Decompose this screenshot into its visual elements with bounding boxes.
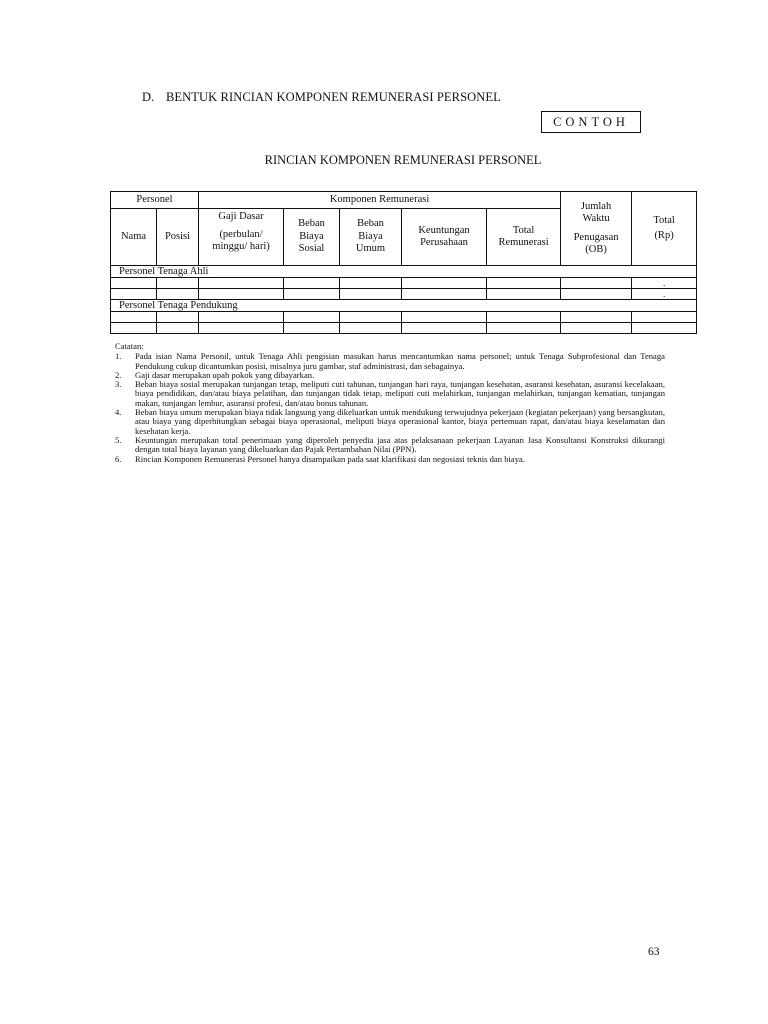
cell <box>199 278 284 289</box>
section-title: BENTUK RINCIAN KOMPONEN REMUNERASI PERSONEL <box>166 90 501 104</box>
header-posisi: Posisi <box>157 209 199 266</box>
contoh-box: CONTOH <box>541 111 641 133</box>
cell <box>487 312 561 323</box>
group-tenaga-pendukung: Personel Tenaga Pendukung <box>111 300 697 312</box>
cell <box>284 289 340 300</box>
table-row <box>111 289 697 300</box>
document-title: RINCIAN KOMPONEN REMUNERASI PERSONEL <box>264 153 542 167</box>
cell <box>340 289 402 300</box>
cell <box>561 278 632 289</box>
cell <box>199 289 284 300</box>
note-number: 6. <box>115 453 122 464</box>
notes-heading: Catatan: <box>115 341 144 351</box>
cell <box>487 323 561 334</box>
remuneration-table <box>110 191 697 334</box>
list-item <box>115 455 665 464</box>
header-jumlah-waktu-line1: Jumlah Waktu <box>580 200 612 224</box>
header-total-line2: (Rp) <box>654 229 674 241</box>
note-number: 2. <box>115 369 122 380</box>
cell <box>402 278 487 289</box>
cell <box>111 278 157 289</box>
cell <box>487 278 561 289</box>
cell <box>632 312 697 323</box>
cell <box>561 323 632 334</box>
header-gaji-dasar-line2: (perbulan/ minggu/ hari) <box>212 228 270 252</box>
header-komponen-remunerasi: Komponen Remunerasi <box>199 192 561 209</box>
table-row <box>111 278 697 289</box>
header-personel: Personel <box>111 192 199 209</box>
cell <box>111 289 157 300</box>
section-letter: D. <box>142 90 155 104</box>
cell <box>157 312 199 323</box>
header-nama: Nama <box>111 209 157 266</box>
table-row <box>111 323 697 334</box>
cell <box>340 312 402 323</box>
note-text: Gaji dasar merupakan upah pokok yang dibayarkan. <box>135 369 315 380</box>
cell <box>402 312 487 323</box>
table-row <box>111 312 697 323</box>
cell <box>340 278 402 289</box>
list-item <box>115 408 665 436</box>
header-total-remunerasi: Total Remunerasi <box>487 209 561 266</box>
cell <box>284 312 340 323</box>
note-text: Pada isian Nama Personil, untuk Tenaga Ahli pengisian masukan harus mencantumkan nama personel; untuk Tenaga Subprofesional dan Tenaga Pendukung cukup dicantumkan posisi, misalnya juru gambar, staf administrasi, dan sebagainya. <box>135 351 665 371</box>
cell <box>487 289 561 300</box>
cell <box>632 323 697 334</box>
header-beban-umum: Beban Biaya Umum <box>340 209 402 266</box>
cell <box>157 289 199 300</box>
list-item <box>115 436 665 455</box>
header-jumlah-waktu <box>561 192 632 266</box>
cell: . <box>632 278 697 289</box>
cell <box>157 323 199 334</box>
note-number: 5. <box>115 434 122 445</box>
header-total <box>632 192 697 266</box>
page-number: 63 <box>648 946 660 958</box>
cell <box>111 312 157 323</box>
header-gaji-dasar <box>199 209 284 266</box>
list-item <box>115 380 665 408</box>
cell <box>157 278 199 289</box>
header-jumlah-waktu-line2: Penugasan (OB) <box>573 231 619 255</box>
header-keuntungan: Keuntungan Perusahaan <box>402 209 487 266</box>
section-heading <box>142 90 501 105</box>
cell <box>284 323 340 334</box>
notes-list <box>115 352 665 464</box>
cell <box>402 289 487 300</box>
cell <box>199 312 284 323</box>
cell: . <box>632 289 697 300</box>
header-gaji-dasar-line1: Gaji Dasar <box>218 211 264 222</box>
note-number: 4. <box>115 407 122 418</box>
note-number: 1. <box>115 351 122 362</box>
list-item <box>115 352 665 371</box>
group-tenaga-ahli: Personel Tenaga Ahli <box>111 266 697 278</box>
cell <box>561 289 632 300</box>
cell <box>561 312 632 323</box>
note-text: Keuntungan merupakan total penerimaan yang diperoleh penyedia jasa atas pelaksanaan pekerjaan Layanan Jasa Konsultansi Konstruksi dikurangi dengan total biaya layanan yang dikeluarkan dan Pajak Pertambahan Nilai (PPN). <box>135 434 665 455</box>
cell <box>111 323 157 334</box>
cell <box>340 323 402 334</box>
cell <box>402 323 487 334</box>
cell <box>199 323 284 334</box>
note-text: Beban biaya umum merupakan biaya tidak langsung yang dikeluarkan untuk mendukung terwujudnya pekerjaan (kegiatan pekerjaan) yang bersangkutan, atau biaya yang diperhitungkan sebagai biaya operasional, meliputi biaya operasional kantor, biaya pertemuan rapat, dan/atau biaya keselamatan dan kesehatan kerja. <box>135 407 665 436</box>
note-text: Rincian Komponen Remunerasi Personel hanya disampaikan pada saat klarifikasi dan negosiasi teknis dan biaya. <box>135 453 525 464</box>
cell <box>284 278 340 289</box>
header-total-line1: Total <box>653 215 675 226</box>
note-text: Beban biaya sosial merupakan tunjangan tetap, meliputi cuti tahunan, tunjangan hari raya, tunjangan kesehatan, asuransi kesehatan, asuransi kecelakaan, biaya pendidikan, dan/atau biaya pelatihan, dan tunjangan tidak tetap, meliputi cuti melahirkan, tunjangan melahirkan, tunjangan kematian, tunjangan makan, tunjangan lembur, asuransi profesi, dan/atau bonus tahunan. <box>135 379 665 408</box>
header-beban-sosial: Beban Biaya Sosial <box>284 209 340 266</box>
notes-section <box>115 342 665 464</box>
note-number: 3. <box>115 379 122 390</box>
